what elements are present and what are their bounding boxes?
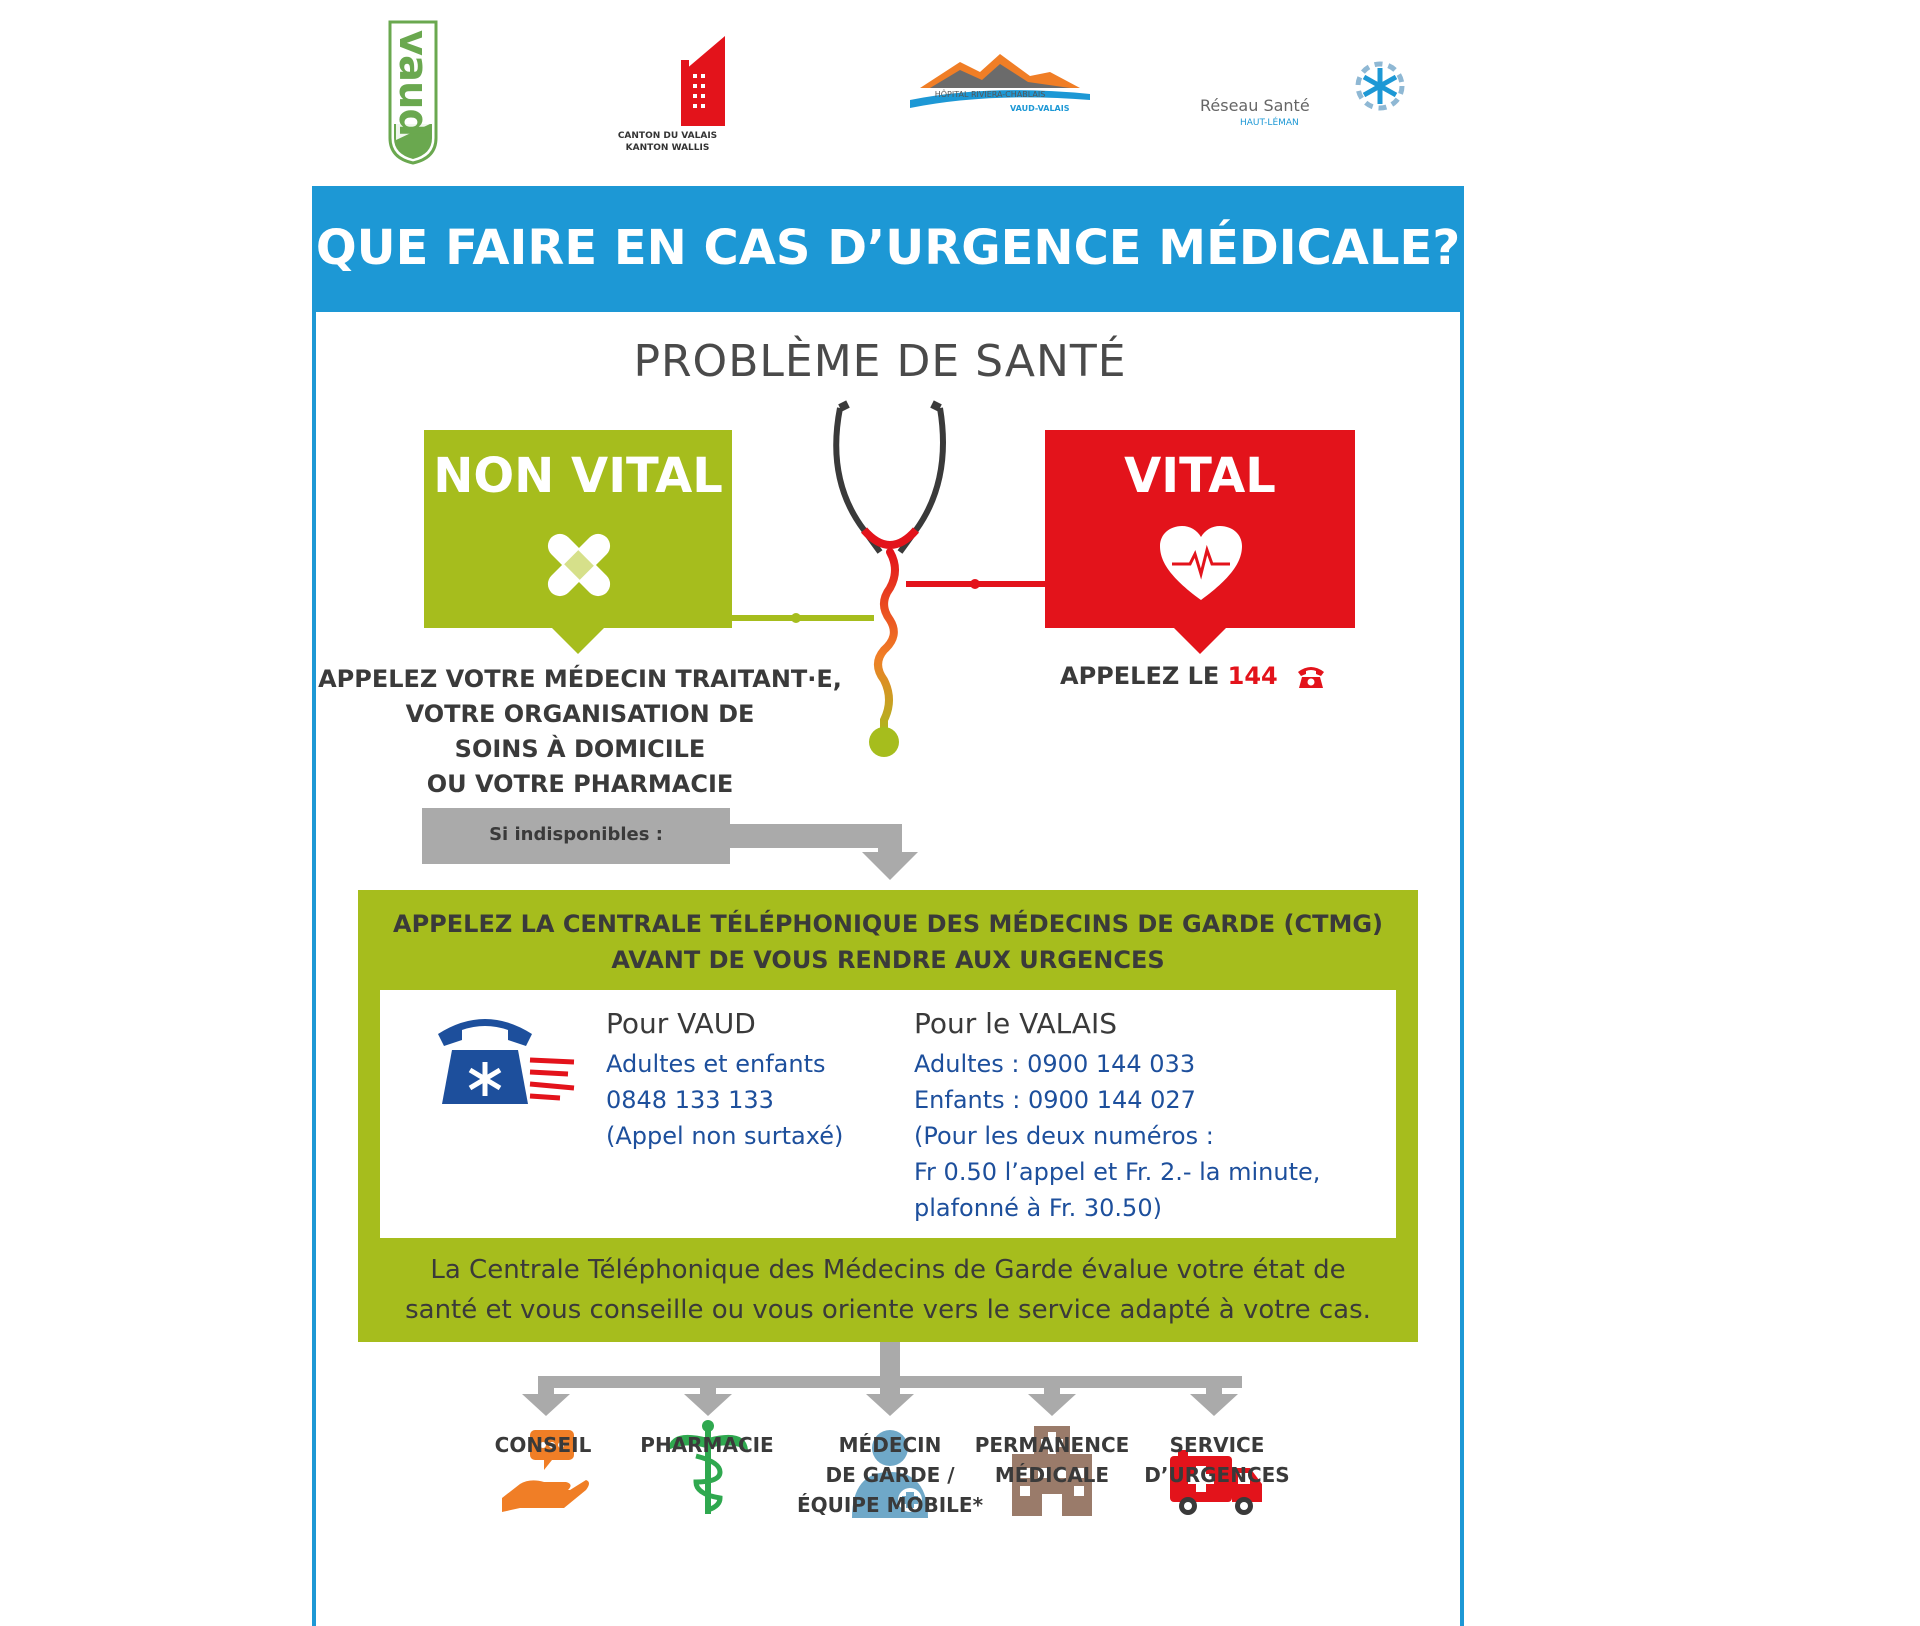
page-title: QUE FAIRE EN CAS D’URGENCE MÉDICALE?	[315, 220, 1461, 276]
vital-instructions: APPELEZ LE 144	[1060, 662, 1326, 690]
emergency-number: 144	[1227, 662, 1278, 690]
emergency-phone-icon	[430, 1010, 580, 1110]
unavailable-label: Si indisponibles :	[489, 824, 663, 845]
vital-label: VITAL	[1124, 448, 1276, 504]
hrc-name: HÔPITAL RIVIERA-CHABLAIS	[934, 90, 1046, 99]
valais-logo-caption: CANTON DU VALAIS KANTON WALLIS	[617, 131, 718, 153]
service-pharmacie: PHARMACIE	[640, 1433, 774, 1457]
ctmg-valais-column: Pour le VALAIS Adultes : 0900 144 033 Enfants : 0900 144 027 (Pour les deux numéros : Fr 0.50 l’appel et Fr. 2.- la minute, plafonné à Fr. 30.50)	[914, 1007, 1321, 1222]
reseau-sante-name: Réseau Santé	[1200, 96, 1310, 115]
phone-icon	[1296, 664, 1326, 690]
vital-box	[1045, 430, 1355, 628]
subtitle: PROBLÈME DE SANTÉ	[633, 336, 1127, 387]
vital-pointer	[1174, 628, 1226, 654]
ctmg-block	[358, 890, 1418, 1342]
vaud-phone-number: 0848 133 133	[606, 1086, 774, 1114]
valais-adult-number: Adultes : 0900 144 033	[914, 1050, 1196, 1078]
valais-heading: Pour le VALAIS	[914, 1007, 1118, 1040]
ctmg-description: La Centrale Téléphonique des Médecins de Garde évalue votre état de santé et vous conseille ou vous oriente vers le service adapté à votre cas.	[405, 1255, 1371, 1325]
valais-child-number: Enfants : 0900 144 027	[914, 1086, 1196, 1114]
non-vital-box	[424, 430, 732, 628]
service-conseil: CONSEIL	[494, 1433, 592, 1457]
non-vital-instructions: APPELEZ VOTRE MÉDECIN TRAITANT·E, VOTRE ORGANISATION DE SOINS À DOMICILE OU VOTRE PHARMACIE	[318, 665, 842, 798]
ctmg-vaud-column: Pour VAUD Adultes et enfants 0848 133 133 (Appel non surtaxé)	[606, 1007, 844, 1150]
vaud-heading: Pour VAUD	[606, 1007, 756, 1040]
service-medecin-de-garde: MÉDECIN DE GARDE / ÉQUIPE MOBILE*	[796, 1433, 984, 1517]
unavailable-banner	[422, 808, 730, 864]
heart-pulse-icon	[1158, 524, 1244, 604]
non-vital-pointer	[552, 628, 604, 654]
non-vital-label: NON VITAL	[433, 448, 723, 504]
service-permanence-medicale: PERMANENCE MÉDICALE	[974, 1433, 1130, 1487]
ctmg-title: APPELEZ LA CENTRALE TÉLÉPHONIQUE DES MÉDECINS DE GARDE (CTMG) AVANT DE VOUS RENDRE AUX URGENCES	[393, 910, 1383, 974]
ctmg-numbers-panel	[380, 990, 1396, 1238]
hrc-sub: VAUD-VALAIS	[1010, 104, 1070, 113]
bandage-icon	[538, 524, 620, 606]
vaud-logo-text: vaud	[390, 29, 436, 137]
service-urgences: SERVICE D’URGENCES	[1144, 1433, 1290, 1487]
reseau-sante-sub: HAUT-LÉMAN	[1240, 118, 1299, 128]
